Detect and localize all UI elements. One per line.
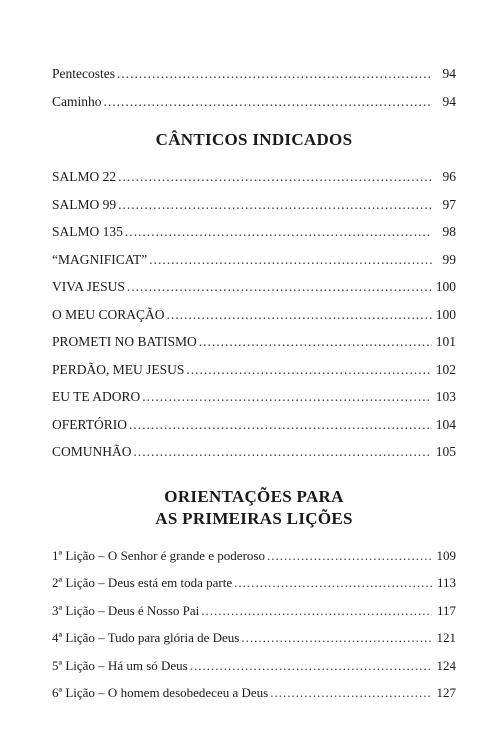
toc-entry	[52, 542, 456, 570]
toc-entry	[52, 597, 456, 625]
toc-entry-label: “MAGNIFICAT”	[52, 251, 148, 267]
toc-entry-page: 117	[436, 602, 456, 618]
toc-entry	[52, 60, 456, 88]
toc-entry	[52, 356, 456, 384]
toc-entry-label: 4ª Lição – Tudo para glória de Deus	[52, 630, 240, 645]
toc-entry	[52, 624, 456, 652]
toc-entry	[52, 163, 456, 191]
dot-leader	[199, 328, 432, 356]
toc-entry-label: 3ª Lição – Deus é Nosso Pai	[52, 602, 200, 618]
toc-entry-page: 103	[435, 389, 456, 404]
toc-entry-page: 121	[436, 630, 456, 645]
toc-entry-page: 100	[435, 279, 456, 294]
toc-entry	[52, 301, 456, 329]
table-of-contents	[52, 60, 456, 707]
toc-entry	[52, 88, 456, 116]
toc-entry	[52, 652, 456, 680]
toc-entry-page: 104	[435, 416, 456, 432]
dot-leader	[129, 411, 432, 439]
toc-group-canticos	[52, 163, 456, 466]
toc-entry	[52, 569, 456, 597]
toc-entry	[52, 246, 456, 274]
toc-entry-label: Caminho	[52, 93, 102, 109]
dot-leader	[117, 60, 432, 88]
toc-entry-label: 6ª Lição – O homem desobedeceu a Deus	[52, 685, 269, 700]
toc-entry-page: 98	[442, 224, 456, 239]
dot-leader	[167, 301, 432, 329]
toc-entry-label: 2ª Lição – Deus está em toda parte	[52, 575, 233, 590]
toc-entry-page: 94	[442, 66, 456, 81]
section-heading-canticos: CÂNTICOS INDICADOS	[155, 130, 353, 149]
toc-entry-label: 5ª Lição – Há um só Deus	[52, 657, 188, 673]
toc-entry-label: O MEU CORAÇÃO	[52, 306, 165, 322]
toc-entry-label: PROMETI NO BATISMO	[52, 334, 197, 349]
toc-entry	[52, 191, 456, 219]
toc-group-licoes	[52, 542, 456, 707]
section-heading-line: AS PRIMEIRAS LIÇÕES	[155, 508, 353, 528]
toc-entry	[52, 438, 456, 466]
section-heading-orientacoes	[52, 486, 456, 530]
toc-entry-page: 97	[442, 196, 456, 212]
dot-leader	[234, 569, 432, 597]
toc-entry	[52, 328, 456, 356]
dot-leader	[190, 652, 432, 680]
toc-entry-label: 1ª Lição – O Senhor é grande e poderoso	[52, 547, 265, 563]
dot-leader	[127, 273, 432, 301]
dot-leader	[267, 542, 432, 570]
toc-entry	[52, 679, 456, 707]
toc-entry-label: COMUNHÃO	[52, 444, 132, 459]
toc-entry-label: PERDÃO, MEU JESUS	[52, 361, 185, 377]
toc-entry	[52, 218, 456, 246]
section-heading-line: ORIENTAÇÕES PARA	[164, 486, 344, 506]
toc-entry-page: 100	[435, 306, 456, 322]
toc-group-top	[52, 60, 456, 115]
toc-entry-page: 109	[436, 547, 456, 563]
toc-entry-page: 99	[442, 251, 456, 267]
dot-leader	[241, 624, 432, 652]
toc-entry	[52, 411, 456, 439]
toc-entry	[52, 273, 456, 301]
toc-entry-label: Pentecostes	[52, 66, 115, 81]
dot-leader	[201, 597, 432, 625]
toc-entry-page: 113	[436, 575, 456, 590]
dot-leader	[118, 163, 432, 191]
toc-entry-label: SALMO 99	[52, 196, 117, 212]
dot-leader	[125, 218, 432, 246]
dot-leader	[149, 246, 432, 274]
toc-entry-label: OFERTÓRIO	[52, 416, 127, 432]
dot-leader	[186, 356, 431, 384]
dot-leader	[104, 88, 433, 116]
toc-entry-label: SALMO 135	[52, 224, 123, 239]
toc-entry	[52, 383, 456, 411]
dot-leader	[270, 679, 432, 707]
toc-entry-page: 105	[435, 444, 456, 459]
toc-entry-page: 102	[435, 361, 456, 377]
dot-leader	[134, 438, 432, 466]
toc-entry-page: 94	[442, 93, 456, 109]
toc-entry-page: 101	[435, 334, 456, 349]
dot-leader	[118, 191, 432, 219]
toc-entry-label: SALMO 22	[52, 169, 117, 184]
toc-entry-page: 127	[436, 685, 456, 700]
toc-entry-page: 96	[442, 169, 456, 184]
toc-entry-page: 124	[436, 657, 456, 673]
dot-leader	[142, 383, 431, 411]
toc-entry-label: VIVA JESUS	[52, 279, 125, 294]
toc-entry-label: EU TE ADORO	[52, 389, 141, 404]
